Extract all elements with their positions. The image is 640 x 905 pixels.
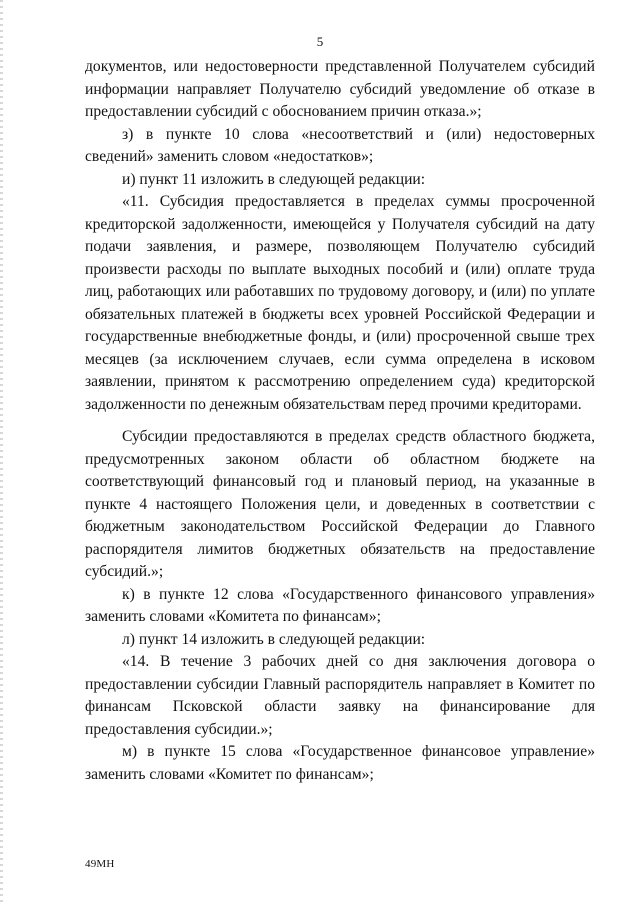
paragraph-item-m: м) в пункте 15 слова «Государственное финансовое управление» заменить словами «Комитет по финансам»; — [85, 743, 595, 783]
paragraph-clause-11: «11. Субсидия предоставляется в пределах суммы просроченной кредиторской задолженности, имеющейся у Получателя субсидий на дату подачи заявления, и размере, позволяющем Получателю субсидий произвести расходы по выплате выходных пособий и (или) оплате труда лиц, работающих или работавших по трудовому договору, и (или) по уплате обязательных платежей в бюджеты всех уровней Российской Федерации и государственные внебюджетные фонды, и (или) просроченной свыше трех месяцев (за исключением случаев, если сумма определена в исковом заявлении, принятом к рассмотрению определением суда) кредиторской задолженности по денежным обязательствам перед прочими кредиторами. — [85, 193, 595, 413]
paragraph-continuation: документов, или недостоверности представленной Получателем субсидий информации направляет Получателю субсидий уведомление об отказе в предоставлении субсидий с обоснованием причин отказа.»; — [85, 58, 595, 120]
document-body — [85, 56, 595, 786]
paragraph-item-z: з) в пункте 10 слова «несоответствий и (или) недостоверных сведений» заменить словом «недостатков»; — [85, 125, 595, 165]
document-code: 49МН — [85, 858, 115, 870]
scan-edge — [0, 0, 3, 905]
paragraph-item-k: к) в пункте 12 слова «Государственного финансового управления» заменить словами «Комитета по финансам»; — [85, 585, 595, 625]
paragraph-item-i: и) пункт 11 изложить в следующей редакции: — [122, 170, 426, 188]
paragraph-clause-14: «14. В течение 3 рабочих дней со дня заключения договора о предоставлении субсидии Главный распорядитель направляет в Комитет по финансам Псковской области заявку на финансирование для предоставления субсидии.»; — [85, 653, 595, 738]
paragraph-subsidies-budget: Субсидии предоставляются в пределах средств областного бюджета, предусмотренных законом области об областном бюджете на соответствующий финансовый год и плановый период, на указанные в пункте 4 настоящего Положения цели, и доведенных в соответствии с бюджетным законодательством Российской Федерации до Главного распорядителя лимитов бюджетных обязательств на предоставление субсидий.»; — [85, 428, 595, 580]
page-number: 5 — [316, 34, 324, 49]
paragraph-item-l: л) пункт 14 изложить в следующей редакции: — [122, 630, 426, 648]
